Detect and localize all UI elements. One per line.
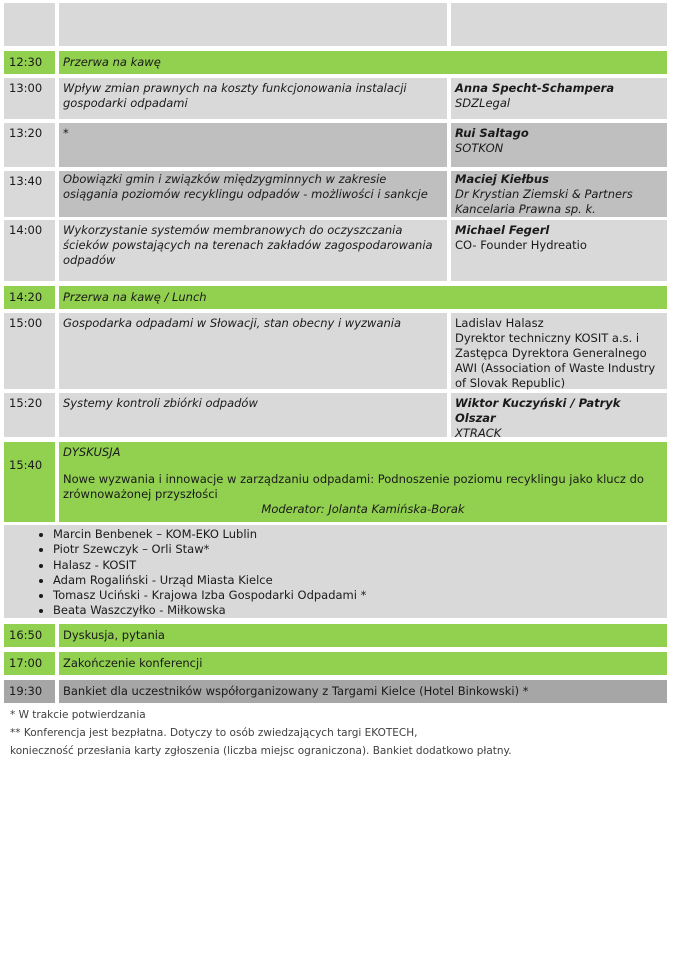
panelist-item: • Beata Waszczyłko - Miłkowska (53, 603, 663, 618)
panelist-item: • Marcin Benbenek – KOM-EKO Lublin (53, 527, 663, 542)
row-1500-time: 15:00 (4, 313, 55, 389)
speaker-org: Dyrektor techniczny KOSIT a.s. i Zastępca Dyrektora Generalnego AWI (Association of Waste Industry of Slovak Republic) (455, 331, 656, 390)
speaker-name: Wiktor Kuczyński / Patryk Olszar (455, 396, 621, 425)
header-empty-time (4, 3, 55, 46)
row-1400-speaker (451, 220, 667, 281)
row-1500-speaker (451, 313, 667, 389)
discussion-title: Nowe wyzwania i innowacje w zarządzaniu odpadami: Podnoszenie poziomu recyklingu jako klucz do zrównoważonej przyszłości (63, 472, 644, 501)
speaker-name: Michael Fegerl (455, 223, 550, 237)
row-1420-title: Przerwa na kawę / Lunch (59, 286, 667, 309)
speaker-name: Ladislav Halasz (455, 316, 544, 330)
footnote-3: konieczność przesłania karty zgłoszenia (liczba miejsc ograniczona). Bankiet dodatkowo płatny. (10, 745, 512, 757)
discussion-label: DYSKUSJA (63, 445, 121, 459)
header-empty-speaker (451, 3, 667, 46)
row-1500-title: Gospodarka odpadami w Słowacji, stan obecny i wyzwania (59, 313, 447, 389)
row-1930-title: Bankiet dla uczestników współorganizowany z Targami Kielce (Hotel Binkowski) * (59, 680, 667, 703)
row-1230-time: 12:30 (4, 51, 55, 74)
row-1520-title: Systemy kontroli zbiórki odpadów (59, 393, 447, 437)
speaker-org: SOTKON (455, 141, 504, 155)
row-1230-title: Przerwa na kawę (59, 51, 667, 74)
header-empty-title (59, 3, 447, 46)
speaker-name: Anna Specht-Schampera (455, 81, 615, 95)
panelists-list (8, 527, 663, 619)
row-1320-title: * (59, 123, 447, 167)
row-1520-speaker (451, 393, 667, 440)
row-1420-time: 14:20 (4, 286, 55, 309)
speaker-name: Maciej Kiełbus (455, 172, 549, 186)
speaker-org: CO- Founder Hydreatio (455, 238, 587, 252)
panelist-item: • Adam Rogaliński - Urząd Miasta Kielce (53, 573, 663, 588)
row-1400-time: 14:00 (4, 220, 55, 281)
row-1700-time: 17:00 (4, 652, 55, 675)
footnote-2: ** Konferencja jest bezpłatna. Dotyczy to osób zwiedzających targi EKOTECH, (10, 727, 418, 739)
row-1320-speaker (451, 123, 667, 167)
row-1340-speaker (451, 171, 667, 217)
row-1300-speaker (451, 78, 667, 119)
row-1300-title: Wpływ zmian prawnych na koszty funkcjonowania instalacji gospodarki odpadami (59, 78, 447, 119)
row-1700-title: Zakończenie konferencji (59, 652, 667, 675)
speaker-name: Rui Saltago (455, 126, 529, 140)
panelists-box (4, 525, 667, 618)
discussion-moderator: Moderator: Jolanta Kamińska-Borak (261, 502, 465, 516)
row-1400-title: Wykorzystanie systemów membranowych do oczyszczania ścieków powstających na terenach zakładów zagospodarowania odpadów (59, 220, 447, 281)
row-1340-title: Obowiązki gmin i związków międzygminnych w zakresie osiągania poziomów recyklingu odpadów - możliwości i sankcje (59, 171, 447, 217)
speaker-org: Dr Krystian Ziemski & Partners Kancelaria Prawna sp. k. (455, 187, 633, 216)
footnote-1: * W trakcie potwierdzania (10, 709, 146, 721)
row-1520-time: 15:20 (4, 393, 55, 437)
row-1320-time: 13:20 (4, 123, 55, 167)
row-1540-discussion (59, 442, 667, 522)
speaker-org: XTRACK (455, 426, 502, 440)
panelist-item: • Halasz - KOSIT (53, 558, 663, 573)
row-1650-title: Dyskusja, pytania (59, 624, 667, 647)
panelist-item: • Tomasz Uciński - Krajowa Izba Gospodarki Odpadami * (53, 588, 663, 603)
row-1540-time: 15:40 (4, 442, 55, 522)
row-1300-time: 13:00 (4, 78, 55, 119)
row-1930-time: 19:30 (4, 680, 55, 703)
speaker-org: SDZLegal (455, 96, 511, 110)
row-1340-time: 13:40 (4, 171, 55, 217)
panelist-item: • Piotr Szewczyk – Orli Staw* (53, 542, 663, 557)
row-1650-time: 16:50 (4, 624, 55, 647)
